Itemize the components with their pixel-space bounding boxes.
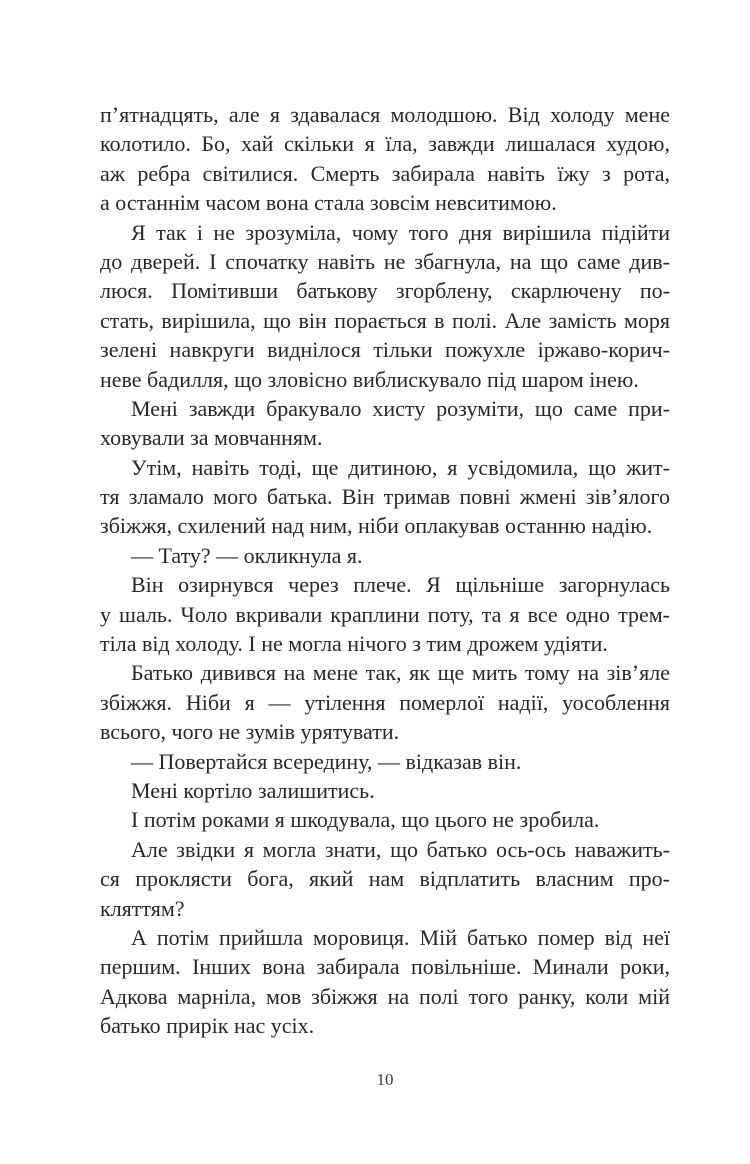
paragraph — [100, 923, 670, 1041]
page-number: 10 — [376, 1070, 394, 1089]
text-line: всього, чого не зумів урятувати. — [100, 719, 400, 745]
paragraph — [100, 658, 670, 746]
text-line: Мені завжди бракувало хисту розуміти, що саме при- — [131, 395, 670, 421]
text-line: Я так і не зрозуміла, чому того дня вирішила підійти — [131, 219, 670, 245]
text-line: першим. Інших вона забирала повільніше. Минали роки, — [100, 954, 670, 980]
paragraph — [100, 776, 670, 805]
text-line: Утім, навіть тоді, ще дитиною, я усвідомила, що жит- — [131, 454, 670, 480]
text-line: Батько дивився на мене так, як ще мить тому на зів’яле — [131, 660, 670, 686]
text-line: Мені кортіло залишитись. — [131, 777, 375, 803]
paragraph — [100, 570, 670, 658]
text-line: колотило. Бо, хай скільки я їла, завжди лишалася худою, — [100, 131, 670, 157]
text-line: — Тату? — окликнула я. — [131, 542, 363, 568]
text-line: у шаль. Чоло вкривали краплини поту, та я все одно трем- — [100, 601, 670, 627]
text-line: Адкова марніла, мов збіжжя на полі того ранку, коли мій — [100, 983, 670, 1009]
paragraph — [100, 747, 670, 776]
text-block — [100, 100, 670, 1041]
text-line: Але звідки я могла знати, що батько ось-ось наважить- — [131, 836, 670, 862]
text-line: збіжжя, схилений над ним, ніби оплакував останню надію. — [100, 513, 653, 539]
text-line: неве бадилля, що зловісно виблискувало під шаром інею. — [100, 366, 639, 392]
text-line: тя зламало мого батька. Він тримав повні жмені зів’ялого — [100, 484, 670, 510]
text-line: А потім прийшла моровиця. Мій батько помер від неї — [131, 924, 670, 950]
paragraph — [100, 805, 670, 834]
text-line: ся проклясти бога, який нам відплатить власним про- — [100, 866, 670, 892]
text-line: стать, вирішила, що він порається в полі. Але замість моря — [100, 307, 670, 333]
text-line: зелені навкруги виднілося тільки пожухле іржаво-корич- — [100, 337, 670, 363]
text-line: аж ребра світилися. Смерть забирала навіть їжу з рота, — [100, 160, 670, 186]
text-line: до дверей. І спочатку навіть не збагнула, на що саме див- — [100, 248, 670, 274]
text-line: збіжжя. Ніби я — утілення померлої надії, уособлення — [100, 689, 670, 715]
text-line: ховували за мовчанням. — [100, 425, 323, 451]
paragraph — [100, 453, 670, 541]
text-line: Він озирнувся через плече. Я щільніше загорнулась — [131, 572, 670, 598]
text-line: кляттям? — [100, 895, 185, 921]
text-line: І потім роками я шкодувала, що цього не зробила. — [131, 807, 600, 833]
paragraph — [100, 394, 670, 453]
paragraph — [100, 835, 670, 923]
paragraph — [100, 218, 670, 394]
text-line: п’ятнадцять, але я здавалася молодшою. Від холоду мене — [100, 102, 670, 127]
paragraph — [100, 541, 670, 570]
paragraph — [100, 100, 670, 218]
text-line: а останнім часом вона стала зовсім невситимою. — [100, 190, 557, 216]
text-line: батько прирік нас усіх. — [100, 1013, 315, 1039]
text-line: тіла від холоду. І не могла нічого з тим дрожем удіяти. — [100, 631, 608, 657]
text-line: — Повертайся всередину, — відказав він. — [131, 748, 522, 774]
text-line: люся. Помітивши батькову згорблену, скарлючену по- — [100, 278, 670, 304]
